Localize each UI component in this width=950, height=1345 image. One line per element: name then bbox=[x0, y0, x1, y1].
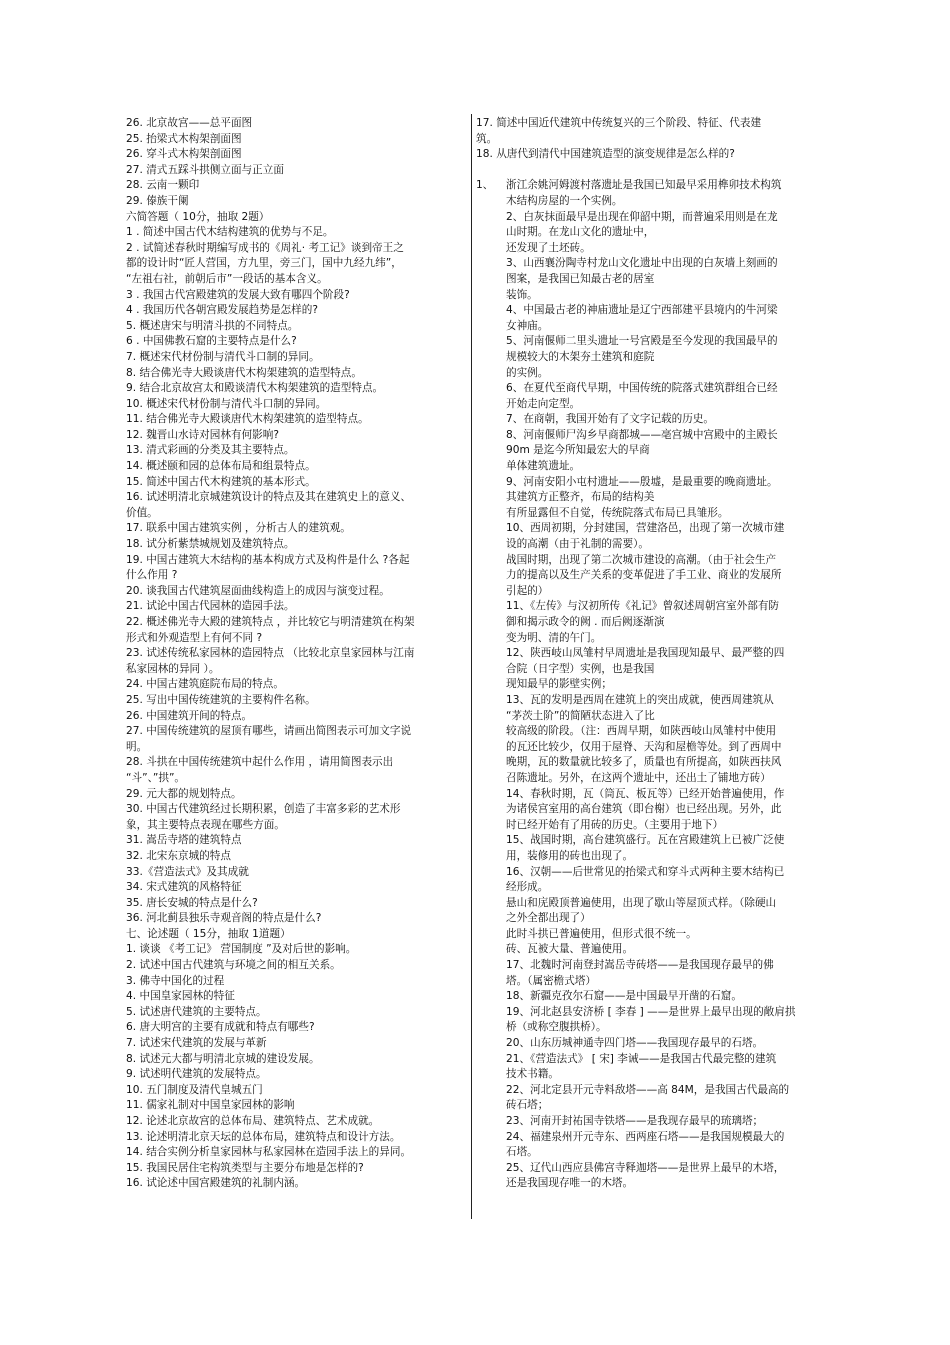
line-text: 合院（日字型）实例，也是我国 bbox=[506, 662, 655, 675]
right-text-line bbox=[476, 927, 828, 943]
right-text-line bbox=[476, 1036, 828, 1052]
right-text-line bbox=[476, 755, 828, 771]
right-text-line bbox=[476, 1067, 828, 1083]
left-text-line bbox=[126, 677, 466, 693]
right-text-line bbox=[476, 132, 828, 148]
left-text-line bbox=[126, 584, 466, 600]
line-text: 10. 概述宋代材份制与清代斗口制的异同。 bbox=[126, 397, 327, 410]
line-text: 规模较大的木架夯土建筑和庭院 bbox=[506, 350, 655, 363]
line-text: 4、中国最古老的神庙遗址是辽宁西部建平县境内的牛河梁 bbox=[506, 304, 778, 317]
line-text: 13、瓦的发明是西周在建筑上的突出成就，使西周建筑从 bbox=[506, 693, 774, 706]
left-text-line bbox=[126, 1083, 466, 1099]
line-text: 31. 嵩岳寺塔的建筑特点 bbox=[126, 834, 242, 847]
line-text: 8. 结合佛光寺大殿谈唐代木构架建筑的造型特点。 bbox=[126, 366, 362, 379]
line-text: 11、《左传》与汉初所传《礼记》曾叙述周朝宫室外部有防 bbox=[506, 600, 780, 613]
left-text-line bbox=[126, 1005, 466, 1021]
right-text-line bbox=[476, 771, 828, 787]
left-text-line bbox=[126, 334, 466, 350]
line-text: 18. 从唐代到清代中国建筑造型的演变规律是怎么样的? bbox=[476, 148, 735, 161]
right-text-line bbox=[476, 631, 828, 647]
line-text: 时已经开始有了用砖的历史。（主要用于地下） bbox=[506, 818, 724, 831]
line-text: 其建筑方正整齐，布局的结构美 bbox=[506, 491, 655, 504]
left-text-line bbox=[126, 631, 466, 647]
left-text-line bbox=[126, 132, 466, 148]
left-column bbox=[126, 116, 466, 1192]
line-text: 砖石塔； bbox=[506, 1099, 549, 1112]
right-text-line bbox=[476, 1020, 828, 1036]
right-text-line bbox=[476, 475, 828, 491]
left-text-line bbox=[126, 693, 466, 709]
right-text-line bbox=[476, 1176, 828, 1192]
line-text: 3、山西襄汾陶寺村龙山文化遗址中出现的白灰墙上刻画的 bbox=[506, 257, 778, 270]
left-text-line bbox=[126, 194, 466, 210]
right-text-line bbox=[476, 911, 828, 927]
line-text: 用，装修用的砖也出现了。 bbox=[506, 849, 634, 862]
line-text: 召陈遗址。另外，在这两个遗址中，还出土了铺地方砖） bbox=[506, 771, 771, 784]
line-text: 9、河南安阳小屯村遗址——殷墟，是最重要的晚商遗址。 bbox=[506, 475, 778, 488]
line-text: 9. 试述明代建筑的发展特点。 bbox=[126, 1068, 267, 1081]
line-text: 26. 北京故宫——总平面图 bbox=[126, 117, 253, 129]
line-text: 较高级的阶段。（注：西周早期，如陕西岐山凤雏村中使用 bbox=[506, 725, 777, 738]
left-text-line bbox=[126, 787, 466, 803]
line-text: 经形成。 bbox=[506, 881, 549, 894]
line-text: 有所显露但不自觉，传统院落式布局已具雏形。 bbox=[506, 506, 729, 519]
line-text: 私家园林的异同 ）。 bbox=[126, 662, 220, 675]
line-text: 18. 试分析紫禁城规划及建筑特点。 bbox=[126, 538, 295, 551]
right-text-line bbox=[476, 958, 828, 974]
left-text-line bbox=[126, 802, 466, 818]
line-text: 7、在商朝，我国开始有了文字记载的历史。 bbox=[506, 413, 715, 426]
line-text: 浙江余姚河姆渡村落遗址是我国已知最早采用榫卯技术构筑 bbox=[506, 179, 782, 192]
right-text-line bbox=[476, 366, 828, 382]
left-text-line bbox=[126, 1176, 466, 1192]
line-text: 17. 简述中国近代建筑中传统复兴的三个阶段、特征、代表建 bbox=[476, 117, 762, 129]
line-text: 24、福建泉州开元寺东、西两座石塔——是我国规模最大的 bbox=[506, 1130, 785, 1143]
column-divider bbox=[471, 114, 472, 1219]
line-text: 14. 结合实例分析皇家园林与私家园林在造园手法上的异同。 bbox=[126, 1146, 412, 1159]
line-text: 25. 写出中国传统建筑的主要构件名称。 bbox=[126, 693, 316, 706]
line-text: 5、河南偃师二里头遗址一号宫殿是至今发现的我国最早的 bbox=[506, 335, 778, 348]
line-text: 10、西周初期，分封建国，营建洛邑，出现了第一次城市建 bbox=[506, 522, 785, 535]
line-text: 20、山东历城神通寺四门塔——我国现存最早的石塔。 bbox=[506, 1037, 764, 1050]
line-text: 25、辽代山西应县佛宫寺释迦塔——是世界上最早的木塔， bbox=[506, 1161, 785, 1174]
right-text-line bbox=[476, 303, 828, 319]
right-text-line bbox=[476, 849, 828, 865]
line-text: 的瓦还比较少，仅用于屋脊、天沟和屋檐等处。到了西周中 bbox=[506, 740, 782, 753]
left-text-line bbox=[126, 942, 466, 958]
left-text-line bbox=[126, 974, 466, 990]
right-text-line bbox=[476, 693, 828, 709]
right-text-line bbox=[476, 787, 828, 803]
line-text: 36. 河北蓟县独乐寺观音阁的特点是什么? bbox=[126, 912, 322, 925]
line-text: 为诸侯宫室用的高台建筑（即台榭）也已经出现。另外，此 bbox=[506, 803, 782, 816]
line-text: 还发现了土坯砖。 bbox=[506, 241, 591, 254]
line-text: 17. 联系中国古建筑实例 ，分析古人的建筑观。 bbox=[126, 522, 351, 535]
left-text-line bbox=[126, 366, 466, 382]
line-text: 悬山和庑殿顶普遍使用，出现了歇山等屋顶式样。（除硬山 bbox=[506, 896, 777, 909]
line-text: 4 . 我国历代各朝宫殿发展趋势是怎样的? bbox=[126, 304, 318, 317]
line-text: 七、论述题（ 15分，抽取 1道题） bbox=[126, 927, 291, 940]
left-text-line bbox=[126, 147, 466, 163]
left-text-line bbox=[126, 303, 466, 319]
right-text-line bbox=[476, 1083, 828, 1099]
left-text-line bbox=[126, 880, 466, 896]
right-text-line bbox=[476, 194, 828, 210]
line-text: 15. 我国民居住宅构筑类型与主要分布地是怎样的? bbox=[126, 1161, 364, 1174]
left-text-line bbox=[126, 771, 466, 787]
line-text: 14、春秋时期，瓦（筒瓦、板瓦等）已经开始普遍使用，作 bbox=[506, 787, 785, 800]
line-text: 2. 试述中国古代建筑与环境之间的相互关系。 bbox=[126, 959, 341, 972]
left-text-line bbox=[126, 1067, 466, 1083]
line-text: 29. 元大都的规划特点。 bbox=[126, 787, 242, 800]
left-text-line bbox=[126, 116, 466, 132]
right-text-line bbox=[476, 147, 828, 163]
line-text: “茅茨土阶”的简陋状态进入了比 bbox=[506, 709, 655, 722]
line-text: 都的设计时“匠人营国，方九里，旁三门，国中九经九纬”， bbox=[126, 257, 402, 270]
line-text: 19、河北赵县安济桥 [ 李春 ] ——是世界上最早出现的敞肩拱 bbox=[506, 1005, 796, 1018]
right-text-line bbox=[476, 256, 828, 272]
line-text: 12. 魏晋山水诗对园林有何影响? bbox=[126, 428, 279, 441]
line-text: 26. 穿斗式木构架剖面图 bbox=[126, 148, 242, 161]
line-text: 16. 试述明清北京城建筑设计的特点及其在建筑史上的意义、 bbox=[126, 491, 412, 504]
line-text: 3 . 我国古代宫殿建筑的发展大致有哪四个阶段? bbox=[126, 288, 350, 301]
line-text: 12、陕西岐山凤雏村早周遗址是我国现知最早、最严整的四 bbox=[506, 647, 785, 660]
right-text-line bbox=[476, 1114, 828, 1130]
right-text-line bbox=[476, 553, 828, 569]
line-text: 8、河南偃师尸沟乡早商都城——亳宫城中宫殿中的主殿长 bbox=[506, 428, 778, 441]
line-text: 18、新疆克孜尔石窟——是中国最早开凿的石窟。 bbox=[506, 990, 742, 1003]
right-text-line bbox=[476, 210, 828, 226]
line-text: 什么作用 ? bbox=[126, 569, 178, 582]
line-text: 27. 清式五踩斗拱侧立面与正立面 bbox=[126, 163, 284, 176]
line-text: 装饰。 bbox=[506, 288, 538, 301]
right-text-line bbox=[476, 1130, 828, 1146]
right-text-line bbox=[476, 880, 828, 896]
line-text: 7. 概述宋代材份制与清代斗口制的异同。 bbox=[126, 350, 320, 363]
right-text-line bbox=[476, 818, 828, 834]
right-text-line bbox=[476, 584, 828, 600]
line-text: 现知最早的影壁实例； bbox=[506, 678, 612, 691]
right-text-line bbox=[476, 381, 828, 397]
line-text: 22、河北定县开元寺料敌塔——高 84M，是我国古代最高的 bbox=[506, 1083, 790, 1096]
left-text-line bbox=[126, 428, 466, 444]
left-text-line bbox=[126, 397, 466, 413]
line-text: 技术书籍。 bbox=[506, 1068, 559, 1081]
left-text-line bbox=[126, 989, 466, 1005]
line-text: 12. 论述北京故宫的总体布局、建筑特点、艺术成就。 bbox=[126, 1115, 380, 1127]
right-text-line bbox=[476, 802, 828, 818]
left-text-line bbox=[126, 615, 466, 631]
line-text: 筑。 bbox=[476, 132, 498, 145]
left-text-line bbox=[126, 818, 466, 834]
line-text: 设的高潮（由于礼制的需要）。 bbox=[506, 538, 650, 551]
line-text: 29. 傣族干阑 bbox=[126, 194, 189, 207]
line-text: 19. 中国古建筑大木结构的基本构成方式及构件是什么 ?各起 bbox=[126, 553, 410, 566]
right-text-line bbox=[476, 521, 828, 537]
left-text-line bbox=[126, 568, 466, 584]
line-text: 4. 中国皇家园林的特征 bbox=[126, 990, 235, 1003]
left-text-line bbox=[126, 833, 466, 849]
line-text: 16. 试论述中国宫殿建筑的礼制内涵。 bbox=[126, 1177, 306, 1190]
line-text: 象，其主要特点表现在哪些方面。 bbox=[126, 818, 285, 831]
line-text: 6 . 中国佛教石窟的主要特点是什么? bbox=[126, 335, 297, 348]
right-column bbox=[476, 116, 828, 1192]
left-text-line bbox=[126, 1145, 466, 1161]
line-text: 引起的） bbox=[506, 584, 549, 597]
line-text: 13. 清式彩画的分类及其主要特点。 bbox=[126, 444, 295, 457]
right-text-line bbox=[476, 646, 828, 662]
left-text-line bbox=[126, 1020, 466, 1036]
right-text-line bbox=[476, 412, 828, 428]
line-text: 30. 中国古代建筑经过长期积累，创造了丰富多彩的艺术形 bbox=[126, 803, 401, 816]
right-text-line bbox=[476, 443, 828, 459]
left-text-line bbox=[126, 724, 466, 740]
left-text-line bbox=[126, 256, 466, 272]
left-text-line bbox=[126, 1114, 466, 1130]
left-text-line bbox=[126, 288, 466, 304]
right-text-line bbox=[476, 1145, 828, 1161]
left-text-line bbox=[126, 1052, 466, 1068]
right-text-line bbox=[476, 989, 828, 1005]
right-text-line bbox=[476, 225, 828, 241]
left-text-line bbox=[126, 553, 466, 569]
line-text: 35. 唐长安城的特点是什么? bbox=[126, 896, 258, 909]
line-text: 六简答题（ 10分，抽取 2题） bbox=[126, 210, 270, 223]
line-text: 御和揭示政令的阙 . 而后阙逐渐演 bbox=[506, 616, 665, 628]
line-text: 木结构房屋的一个实例。 bbox=[506, 194, 623, 207]
line-text: 桥（或称空腹拱桥）。 bbox=[506, 1021, 607, 1034]
line-text: 9. 结合北京故宫太和殿谈清代木构架建筑的造型特点。 bbox=[126, 382, 384, 395]
right-text-line bbox=[476, 1098, 828, 1114]
line-text: 14. 概述颐和园的总体布局和组景特点。 bbox=[126, 460, 316, 473]
left-text-line bbox=[126, 490, 466, 506]
right-text-line bbox=[476, 428, 828, 444]
right-text-line bbox=[476, 1161, 828, 1177]
line-text: 11. 儒家礼制对中国皇家园林的影响 bbox=[126, 1099, 295, 1112]
right-text-line bbox=[476, 896, 828, 912]
left-text-line bbox=[126, 599, 466, 615]
line-text: 的实例。 bbox=[506, 366, 549, 379]
line-text: 32. 北宋东京城的特点 bbox=[126, 849, 231, 862]
right-text-line bbox=[476, 459, 828, 475]
right-text-line bbox=[476, 724, 828, 740]
right-text-line bbox=[476, 599, 828, 615]
line-text: 8. 试述元大都与明清北京城的建设发展。 bbox=[126, 1052, 320, 1065]
left-text-line bbox=[126, 506, 466, 522]
line-text: 24. 中国古建筑庭院布局的特点。 bbox=[126, 678, 284, 691]
line-text: 1 . 简述中国古代木结构建筑的优势与不足。 bbox=[126, 226, 334, 239]
right-text-line bbox=[476, 833, 828, 849]
right-text-line bbox=[476, 241, 828, 257]
right-text-line bbox=[476, 506, 828, 522]
line-text: 10. 五门制度及清代皇城五门 bbox=[126, 1083, 263, 1096]
left-text-line bbox=[126, 475, 466, 491]
left-text-line bbox=[126, 241, 466, 257]
left-text-line bbox=[126, 958, 466, 974]
right-text-line bbox=[476, 615, 828, 631]
right-text-line bbox=[476, 974, 828, 990]
left-text-line bbox=[126, 755, 466, 771]
right-text-line bbox=[476, 334, 828, 350]
line-text: 26. 中国建筑开间的特点。 bbox=[126, 709, 253, 722]
left-text-line bbox=[126, 521, 466, 537]
left-text-line bbox=[126, 1161, 466, 1177]
left-text-line bbox=[126, 1098, 466, 1114]
line-text: 21、《营造法式》 [ 宋] 李诫——是我国古代最完整的建筑 bbox=[506, 1052, 777, 1065]
line-text: 23、河南开封祐国寺铁塔——是我现存最早的琉璃塔； bbox=[506, 1115, 764, 1127]
left-text-line bbox=[126, 849, 466, 865]
right-text-line bbox=[476, 178, 828, 194]
line-text: 此时斗拱已普遍使用，但形式很不统一。 bbox=[506, 927, 697, 940]
line-text: 2、白灰抹面最早是出现在仰韶中期，而普遍采用则是在龙 bbox=[506, 210, 778, 223]
line-text: 21. 试论中国古代园林的造园手法。 bbox=[126, 600, 295, 613]
item-number: 1、 bbox=[476, 179, 494, 192]
right-text-line bbox=[476, 740, 828, 756]
line-text: 20. 谈我国古代建筑屋面曲线构造上的成因与演变过程。 bbox=[126, 584, 390, 597]
left-text-line bbox=[126, 1036, 466, 1052]
left-text-line bbox=[126, 225, 466, 241]
right-text-line bbox=[476, 350, 828, 366]
line-text: 15、战国时期，高台建筑盛行。瓦在宫殿建筑上已被广泛使 bbox=[506, 834, 785, 847]
line-text: 33.《营造法式》及其成就 bbox=[126, 865, 249, 878]
line-text: 图案，是我国已知最古老的居室 bbox=[506, 272, 655, 285]
left-text-line bbox=[126, 178, 466, 194]
left-text-line bbox=[126, 381, 466, 397]
line-text: 6. 唐大明宫的主要有成就和特点有哪些? bbox=[126, 1021, 315, 1034]
right-text-line bbox=[476, 116, 828, 132]
left-text-line bbox=[126, 911, 466, 927]
line-text: 22. 概述佛光寺大殿的建筑特点 ，并比较它与明清建筑在构架 bbox=[126, 616, 415, 628]
line-text: 价值。 bbox=[126, 506, 158, 519]
line-text: 27. 中国传统建筑的屋顶有哪些，请画出简图表示可加文字说 bbox=[126, 725, 412, 738]
right-text-line bbox=[476, 568, 828, 584]
line-text: “左祖右社，前朝后市”一段话的基本含义。 bbox=[126, 272, 328, 285]
left-text-line bbox=[126, 537, 466, 553]
right-text-line bbox=[476, 319, 828, 335]
left-text-line bbox=[126, 646, 466, 662]
right-text-line bbox=[476, 397, 828, 413]
line-text: 力的提高以及生产关系的变革促进了手工业、商业的发展所 bbox=[506, 569, 782, 582]
left-text-line bbox=[126, 412, 466, 428]
line-text: 6、在夏代至商代早期，中国传统的院落式建筑群组合已经 bbox=[506, 382, 778, 395]
line-text: 11. 结合佛光寺大殿谈唐代木构架建筑的造型特点。 bbox=[126, 413, 369, 426]
left-text-line bbox=[126, 443, 466, 459]
left-text-line bbox=[126, 1130, 466, 1146]
right-text-line bbox=[476, 709, 828, 725]
right-text-line bbox=[476, 865, 828, 881]
line-text: 形式和外观造型上有何不同 ? bbox=[126, 631, 263, 644]
line-text: 28. 云南一颗印 bbox=[126, 179, 200, 192]
line-text: 3. 佛寺中国化的过程 bbox=[126, 974, 225, 987]
left-text-line bbox=[126, 272, 466, 288]
line-text: 2 . 试简述春秋时期编写成书的《周礼· 考工记》谈到帝王之 bbox=[126, 241, 404, 254]
line-text: “斗”、”拱”。 bbox=[126, 771, 186, 784]
right-text-line bbox=[476, 490, 828, 506]
right-text-line bbox=[476, 662, 828, 678]
line-text: 17、北魏时河南登封嵩岳寺砖塔——是我国现存最早的佛 bbox=[506, 959, 774, 972]
line-text: 女神庙。 bbox=[506, 319, 549, 332]
right-text-line bbox=[476, 163, 828, 179]
line-text: 13. 论述明清北京天坛的总体布局，建筑特点和设计方法。 bbox=[126, 1130, 401, 1143]
left-text-line bbox=[126, 350, 466, 366]
line-text: 5. 试述唐代建筑的主要特点。 bbox=[126, 1005, 267, 1018]
line-text: 塔。（属密檐式塔） bbox=[506, 974, 597, 987]
left-text-line bbox=[126, 740, 466, 756]
line-text: 开始走向定型。 bbox=[506, 397, 581, 410]
left-text-line bbox=[126, 709, 466, 725]
line-text: 单体建筑遗址。 bbox=[506, 460, 581, 473]
line-text: 砖、瓦被大量、普遍使用。 bbox=[506, 943, 634, 956]
line-text: 5. 概述唐宋与明清斗拱的不同特点。 bbox=[126, 319, 299, 332]
line-text: 战国时期，出现了第二次城市建设的高潮。（由于社会生产 bbox=[506, 553, 777, 566]
line-text: 晚期，瓦的数量就比较多了，质量也有所提高，如陕西扶风 bbox=[506, 756, 782, 769]
right-text-line bbox=[476, 942, 828, 958]
line-text: 明。 bbox=[126, 740, 148, 753]
left-text-line bbox=[126, 210, 466, 226]
line-text: 90m 是迄今所知最宏大的早商 bbox=[506, 444, 650, 457]
line-text: 之外全都出现了） bbox=[506, 912, 591, 925]
right-text-line bbox=[476, 288, 828, 304]
left-text-line bbox=[126, 163, 466, 179]
right-text-line bbox=[476, 537, 828, 553]
line-text: 石塔。 bbox=[506, 1146, 538, 1159]
left-text-line bbox=[126, 927, 466, 943]
line-text: 23. 试述传统私家园林的造园特点 （比较北京皇家园林与江南 bbox=[126, 647, 415, 660]
left-text-line bbox=[126, 319, 466, 335]
line-text: 山时期。在龙山文化的遗址中， bbox=[506, 226, 655, 239]
left-text-line bbox=[126, 865, 466, 881]
line-text: 25. 抬梁式木构架剖面图 bbox=[126, 132, 242, 145]
left-text-line bbox=[126, 459, 466, 475]
line-text: 7. 试述宋代建筑的发展与革新 bbox=[126, 1037, 267, 1050]
left-text-line bbox=[126, 662, 466, 678]
line-text: 28. 斗拱在中国传统建筑中起什么作用 ，请用简图表示出 bbox=[126, 756, 394, 769]
line-text: 34. 宋式建筑的风格特征 bbox=[126, 881, 242, 894]
line-text: 变为明、清的午门。 bbox=[506, 631, 602, 644]
line-text: 还是我国现存唯一的木塔。 bbox=[506, 1177, 634, 1190]
line-text: 15. 简述中国古代木构建筑的基本形式。 bbox=[126, 475, 316, 488]
line-text: 16、汉朝——后世常见的抬梁式和穿斗式两种主要木结构已 bbox=[506, 865, 785, 878]
line-text: 1. 谈谈 《考工记》 营国制度 ”及对后世的影响。 bbox=[126, 943, 357, 956]
right-text-line bbox=[476, 1005, 828, 1021]
right-text-line bbox=[476, 677, 828, 693]
right-text-line bbox=[476, 272, 828, 288]
right-text-line bbox=[476, 1052, 828, 1068]
left-text-line bbox=[126, 896, 466, 912]
